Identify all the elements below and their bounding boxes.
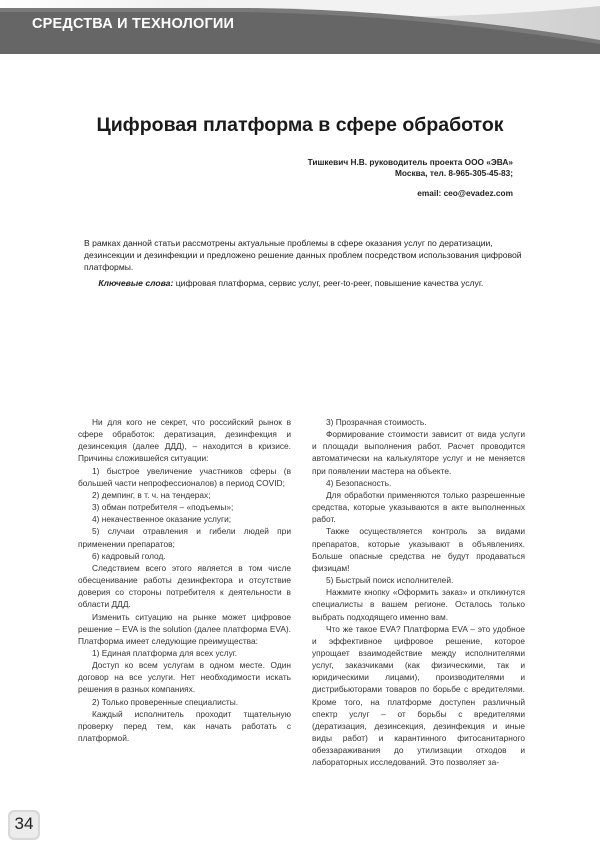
paragraph: 6) кадровый голод. — [92, 550, 166, 561]
page-number-text: 34 — [14, 814, 34, 833]
section-label: СРЕДСТВА И ТЕХНОЛОГИИ — [32, 16, 235, 32]
paragraph: Следствием всего этого является в том числе обесценивание работы дезинфектора и отсутствие доверия со стороны потребителя к деятельности в области ДДД. — [78, 562, 291, 610]
left-column — [78, 416, 291, 744]
paragraph: 5) Быстрый поиск исполнителей. — [326, 575, 454, 586]
keywords-text: цифровая платформа, сервис услуг, peer-to-peer, повышение качества услуг. — [173, 277, 484, 288]
paragraph: Изменить ситуацию на рынке может цифровое решение – EVA is the solution (далее платформа EVA). Платформа имеет следующие преимущества: — [78, 611, 291, 646]
keywords-label: Ключевые слова: — [98, 277, 174, 288]
paragraph: 4) некачественное оказание услуги; — [92, 514, 232, 525]
paragraph: 2) демпинг, в т. ч. на тендерах; — [92, 489, 211, 500]
paragraph: Доступ ко всем услугам в одном месте. Один договор на все услуги. Нет необходимости искать решения в разных компаниях. — [78, 660, 291, 695]
header-band — [0, 0, 600, 54]
paragraph: 1) Единая платформа для всех услуг. — [92, 647, 238, 658]
paragraph: Что же такое EVA? Платформа EVA – это удобное и эффективное цифровое решение, которое упрощает взаимодействие между исполнителями услуг, заказчиками (как физическими, так и юридическими лицами), производителями и дистрибьюторами товаров по борьбе с вредителями. Кроме того, на платформе доступен различный спектр услуг – от борьбы с вредителями (дератизация, дезинсекция, дезинфекция и иные виды работ) и карантинного фитосанитарного обеззараживания до утилизации отходов и лабораторных исследований. Это позволяет за- — [312, 623, 525, 768]
right-column — [312, 416, 525, 769]
author-line: Москва, тел. 8-965-305-45-83; — [395, 168, 513, 178]
paragraph: 2) Только проверенные специалисты. — [92, 696, 239, 707]
paragraph: 3) обман потребителя – «подъемы»; — [92, 502, 234, 513]
paragraph: Также осуществляется контроль за видами препаратов, которые указывают в объявлениях. Больше опасные средства не будут продаваться физицам! — [312, 526, 525, 573]
author-email: email: ceo@evadez.com — [417, 188, 513, 198]
article-title: Цифровая платформа в сфере обработок — [96, 114, 504, 136]
page-number — [8, 810, 40, 840]
paragraph: Каждый исполнитель проходит тщательную проверку перед тем, как начать работать с платформой. — [78, 708, 291, 744]
paragraph: 5) случаи отравления и гибели людей при применении препаратов; — [78, 526, 291, 549]
paragraph: Формирование стоимости зависит от вида услуги и площади выполнения работ. Расчет проводится автоматически на калькуляторе услуг и не меняется при появлении мастера на объекте. — [312, 429, 525, 476]
author-block — [73, 157, 513, 199]
paragraph: Ни для кого не секрет, что российский рынок в сфере обработок: дератизация, дезинфекция и дезинсекция (далее ДДД), – находится в кризисе. Причины сложившейся ситуации: — [78, 417, 291, 464]
paragraph: Для обработки применяются только разрешенные средства, которые указываются в акте выполненных работ. — [312, 489, 525, 525]
keywords-line — [84, 277, 530, 289]
abstract-block — [84, 237, 530, 289]
paragraph: Нажмите кнопку «Оформить заказ» и откликнутся специалисты в вашем регионе. Осталось только выбрать подходящего именно вам. — [312, 587, 525, 622]
paragraph: 3) Прозрачная стоимость. — [326, 417, 427, 427]
paragraph: 4) Безопасность. — [326, 477, 392, 488]
paragraph: 1) быстрое увеличение участников сферы (в большей части непрофессионалов) в период COVID; — [78, 465, 291, 488]
author-line: Тишкевич Н.В. руководитель проекта ООО «ЭВА» — [307, 157, 513, 167]
abstract-text: В рамках данной статьи рассмотрены актуальные проблемы в сфере оказания услуг по дератизации, дезинсекции и дезинфекции и предложено решение данных проблем посредством использования цифровой платформы. — [84, 238, 522, 273]
